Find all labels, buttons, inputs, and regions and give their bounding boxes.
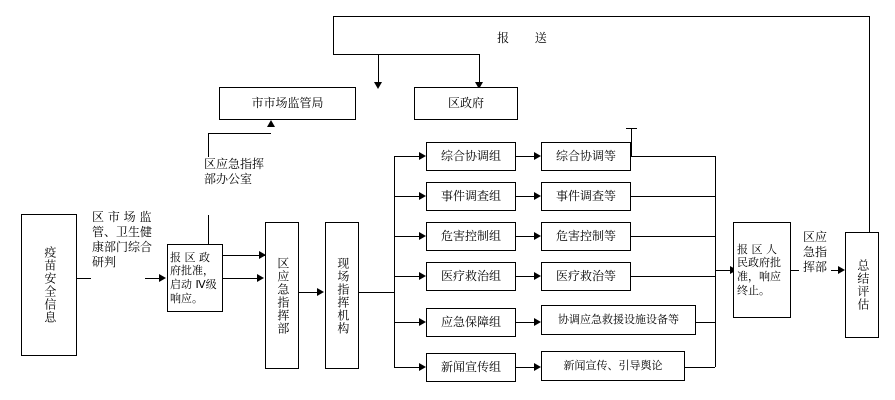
group-box-3[interactable]: 危害控制组 <box>426 222 516 251</box>
line-office-to-market <box>208 133 271 134</box>
node-emergency-hq[interactable]: 区应急指挥部 <box>265 222 299 369</box>
line-collector-r4 <box>631 276 715 277</box>
line-branch-6 <box>394 367 419 368</box>
arrow-office-to-market <box>267 120 275 127</box>
line-collector-r6 <box>685 367 715 368</box>
line-collector-vert <box>715 156 716 367</box>
line-top-left-drop <box>333 16 334 54</box>
arrow-hq-to-site <box>317 288 324 296</box>
line-judge-to-approve <box>145 278 160 279</box>
group-box-2[interactable]: 事件调查组 <box>426 182 516 211</box>
arrow-branch-1 <box>419 152 426 160</box>
line-collector-r2 <box>631 196 715 197</box>
arrow-hqend-to-summary <box>838 266 845 274</box>
duty-box-3[interactable]: 危害控制等 <box>541 222 631 251</box>
line-branch-3 <box>394 236 419 237</box>
line-branch-5 <box>394 322 419 323</box>
line-report-to-hqend <box>791 270 799 271</box>
line-drop-market <box>378 54 379 84</box>
line-approve-to-hq <box>223 278 257 279</box>
arrow-duty-4 <box>534 272 541 280</box>
line-top-right-drop <box>869 16 870 232</box>
arrow-branch-2 <box>419 192 426 200</box>
arrow-branch-4 <box>419 272 426 280</box>
arrow-to-market-bureau <box>374 82 382 89</box>
line-site-out <box>359 292 394 293</box>
node-summary[interactable]: 总结评估 <box>845 232 879 338</box>
line-office-up <box>208 133 209 157</box>
duty-box-2[interactable]: 事件调查等 <box>541 182 631 211</box>
line-source-to-judge <box>77 278 91 279</box>
node-report-city[interactable]: 报 区 人民政府批准，响应终止。 <box>733 222 791 318</box>
arrow-branch-3 <box>419 232 426 240</box>
arrow-approve-to-hq <box>257 274 264 282</box>
group-box-1[interactable]: 综合协调组 <box>426 142 516 171</box>
group-box-4[interactable]: 医疗救治组 <box>426 262 516 291</box>
hq-office-label: 区应急指挥部办公室 <box>204 157 265 186</box>
arrow-duty-5 <box>534 318 541 326</box>
arrow-judge-to-approve <box>159 274 166 282</box>
node-market-bureau[interactable]: 市市场监管局 <box>219 87 356 120</box>
arrow-duty-3 <box>534 232 541 240</box>
group-box-6[interactable]: 新闻宣传组 <box>426 353 516 382</box>
line-drop-gov <box>479 54 480 84</box>
duty-box-1[interactable]: 综合协调等 <box>541 142 631 171</box>
line-hq-to-site <box>299 292 317 293</box>
arrow-duty-1 <box>534 152 541 160</box>
arrow-duty-6 <box>534 363 541 371</box>
node-approve[interactable]: 报 区 政府批准，启动 Ⅳ级响应。 <box>167 244 223 312</box>
duty-box-4[interactable]: 医疗救治等 <box>541 262 631 291</box>
line-branch-2 <box>394 196 419 197</box>
line-collector-r1 <box>631 156 715 157</box>
duty-box-5[interactable]: 协调应急救援设施设备等 <box>541 305 696 335</box>
node-source[interactable]: 疫苗安全信息 <box>21 214 77 356</box>
arrow-branch-5 <box>419 318 426 326</box>
line-collector-r5 <box>696 322 715 323</box>
duty-box-6[interactable]: 新闻宣传、引导舆论 <box>541 351 685 381</box>
line-branch-1 <box>394 156 419 157</box>
line-collector-r3 <box>631 236 715 237</box>
line-top-second <box>333 54 480 55</box>
line-collector-tick <box>626 128 637 129</box>
line-top-main <box>333 16 870 17</box>
line-fanout-trunk <box>394 156 395 367</box>
report-label: 报 送 <box>497 31 553 45</box>
node-district-gov[interactable]: 区政府 <box>414 87 518 120</box>
arrow-duty-2 <box>534 192 541 200</box>
arrow-branch-6 <box>419 363 426 371</box>
line-branch-4 <box>394 276 419 277</box>
node-judge: 区 市 场 监管、卫生健康部门综合研判 <box>92 210 153 269</box>
line-collector-top <box>631 128 632 156</box>
node-hq-end: 区应急指挥部 <box>802 230 827 274</box>
group-box-5[interactable]: 应急保障组 <box>426 308 516 337</box>
node-site-command[interactable]: 现场指挥机构 <box>325 222 359 369</box>
